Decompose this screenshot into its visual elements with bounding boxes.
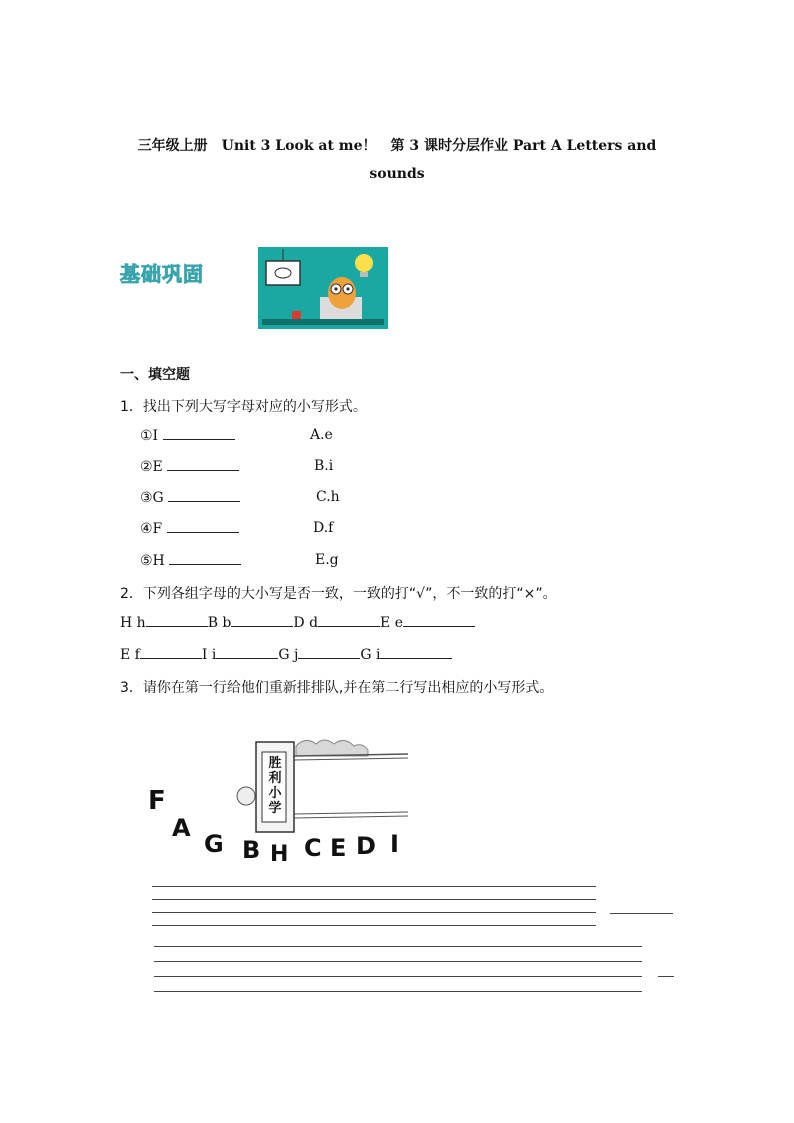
writing-line[interactable]	[154, 991, 642, 992]
writing-line-extension[interactable]	[658, 976, 674, 977]
item-label: ③G	[140, 490, 164, 506]
page-title-line2: sounds	[369, 166, 425, 182]
writing-line[interactable]	[154, 961, 642, 962]
answer-blank[interactable]	[169, 552, 241, 565]
letter-pair: G j	[278, 647, 299, 663]
q1-option-b: B.i	[314, 458, 334, 474]
item-label: ①I	[140, 428, 159, 444]
sign-char: 胜	[268, 756, 282, 771]
answer-blank[interactable]	[231, 614, 293, 627]
item-label: ②E	[140, 459, 163, 475]
writing-line-extension[interactable]	[610, 913, 673, 914]
item-label: ⑤H	[140, 553, 165, 569]
writing-line[interactable]	[152, 925, 596, 926]
sign-char: 利	[268, 771, 282, 786]
q1-option-e: E.g	[315, 552, 339, 568]
letter-e: E	[330, 834, 347, 862]
q1-option-d: D.f	[313, 520, 334, 536]
letter-pair: B b	[207, 615, 232, 631]
letter-pair: E e	[380, 615, 403, 631]
q1-item-2	[140, 458, 239, 475]
letter-i: I	[390, 830, 399, 858]
q1-option-a: A.e	[310, 427, 333, 443]
letter-f: F	[148, 786, 166, 816]
sign-char: 小	[268, 786, 282, 801]
letter-pair: D d	[293, 615, 319, 631]
letter-pair: I i	[201, 647, 217, 663]
letter-pair: H h	[120, 615, 146, 631]
q2-row-2	[120, 646, 452, 663]
writing-line[interactable]	[154, 976, 642, 977]
letter-d: D	[356, 832, 376, 860]
writing-line[interactable]	[152, 912, 596, 913]
owl-at-desk-illustration	[258, 247, 388, 329]
answer-blank[interactable]	[163, 427, 235, 440]
writing-line[interactable]	[154, 946, 642, 947]
school-sign	[264, 756, 286, 816]
answer-blank[interactable]	[167, 520, 239, 533]
letter-b: B	[242, 836, 261, 864]
answer-blank[interactable]	[380, 646, 452, 659]
section-heading: 一、填空题	[120, 367, 190, 383]
answer-blank[interactable]	[167, 458, 239, 471]
answer-blank[interactable]	[140, 646, 202, 659]
writing-line[interactable]	[152, 886, 596, 887]
school-letters-illustration	[146, 730, 416, 880]
letter-a: A	[172, 814, 191, 842]
q2-prompt: 2．下列各组字母的大小写是否一致，一致的打“√”，不一致的打“×”。	[120, 586, 557, 602]
q1-item-3	[140, 489, 240, 506]
q2-row-1	[120, 614, 475, 631]
sign-char: 学	[268, 801, 282, 816]
letter-g: G	[204, 830, 224, 858]
q1-item-5	[140, 552, 241, 569]
item-label: ④F	[140, 521, 163, 537]
answer-blank[interactable]	[403, 614, 475, 627]
writing-line[interactable]	[152, 899, 596, 900]
basic-consolidation-badge: 基础巩固	[120, 262, 204, 286]
q1-option-c: C.h	[316, 489, 340, 505]
letter-c: C	[304, 834, 322, 862]
answer-blank[interactable]	[318, 614, 380, 627]
answer-blank[interactable]	[146, 614, 208, 627]
letter-pair: E f	[120, 647, 140, 663]
letter-h: H	[270, 842, 289, 867]
letter-pair: G i	[360, 647, 381, 663]
q1-item-4	[140, 520, 239, 537]
q1-item-1	[140, 427, 235, 444]
answer-blank[interactable]	[168, 489, 240, 502]
q3-prompt: 3．请你在第一行给他们重新排排队,并在第二行写出相应的小写形式。	[120, 680, 554, 696]
answer-blank[interactable]	[298, 646, 360, 659]
answer-blank[interactable]	[216, 646, 278, 659]
page-title-line1: 三年级上册 Unit 3 Look at me！ 第 3 课时分层作业 Part A Letters and	[137, 138, 657, 154]
q1-prompt: 1．找出下列大写字母对应的小写形式。	[120, 399, 367, 415]
